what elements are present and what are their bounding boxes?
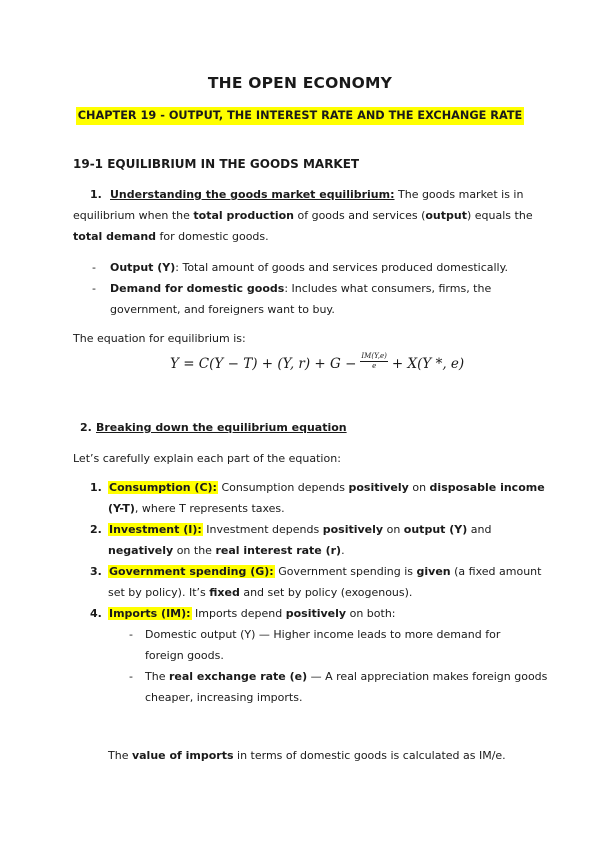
item1-text: The goods market is in [394, 188, 524, 201]
component-bold: output (Y) [403, 523, 468, 536]
component-number: 1. [90, 481, 102, 494]
component-text: Imports depend [191, 607, 286, 620]
item1-text: of goods and services ( [294, 209, 426, 222]
sub-bullet-text: — A real appreciation makes foreign goods [307, 670, 548, 683]
sub-bullet-dash: - [129, 628, 133, 641]
component-text: Government spending is [274, 565, 417, 578]
sub-bullet-output-cont: foreign goods. [145, 649, 224, 662]
explain-intro: Let’s carefully explain each part of the equation: [73, 452, 341, 465]
item2-heading [96, 417, 347, 438]
sub-bullet-dash: - [129, 670, 133, 683]
component-text: , where T represents taxes. [134, 502, 285, 515]
document-title: THE OPEN ECONOMY [207, 74, 393, 92]
sub-bullet-exchange [145, 666, 547, 687]
component-text: on [383, 523, 404, 536]
item1-line2 [73, 205, 533, 226]
component-bold: positively [348, 481, 409, 494]
closing-bold: value of imports [131, 749, 234, 762]
component-government-cont [108, 582, 412, 603]
component-bold: fixed [209, 586, 240, 599]
item1-line3 [73, 226, 269, 247]
section-heading: 19-1 EQUILIBRIUM IN THE GOODS MARKET [73, 157, 360, 171]
component-bold: negatively [108, 544, 174, 557]
component-government [108, 561, 541, 582]
closing-line [108, 745, 506, 766]
component-text: . [341, 544, 345, 557]
equilibrium-equation [170, 354, 464, 374]
item2-number: 2. [80, 421, 92, 434]
bullet-dash: - [92, 261, 96, 274]
item1-bold: output [425, 209, 467, 222]
item1-text: ) equals the [467, 209, 533, 222]
bullet-output [110, 257, 508, 278]
fraction-denominator: e [372, 362, 377, 370]
bullet-bold: Demand for domestic goods [110, 282, 285, 295]
component-text: Consumption depends [217, 481, 349, 494]
component-label: Government spending (G): [109, 565, 274, 578]
component-number: 3. [90, 565, 102, 578]
fraction-numerator: IM(Y,e) [361, 352, 387, 360]
component-investment-cont [108, 540, 345, 561]
component-label: Consumption (C): [109, 481, 217, 494]
component-label: Imports (IM): [109, 607, 191, 620]
component-text: on the [173, 544, 216, 557]
component-bold: real interest rate (r) [215, 544, 342, 557]
component-text: on [408, 481, 430, 494]
component-text: (a fixed amount [450, 565, 542, 578]
component-bold: positively [285, 607, 347, 620]
component-text: and set by policy (exogenous). [239, 586, 413, 599]
equation-lhs: Y = C(Y − T) + (Y, r) + G − [170, 356, 357, 372]
equation-fraction [360, 352, 387, 371]
component-bold: disposable income [429, 481, 545, 494]
sub-bullet-bold: real exchange rate (e) [168, 670, 308, 683]
component-number: 4. [90, 607, 102, 620]
closing-text: in terms of domestic goods is calculated as IM/e. [233, 749, 506, 762]
chapter-heading: CHAPTER 19 - OUTPUT, THE INTEREST RATE AND THE EXCHANGE RATE [76, 107, 525, 125]
sub-bullet-exchange-cont: cheaper, increasing imports. [145, 691, 303, 704]
component-text: Investment depends [202, 523, 323, 536]
item1-heading: Understanding the goods market equilibrium: [110, 188, 395, 201]
chapter-heading-wrap [0, 104, 600, 125]
component-label: Investment (I): [109, 523, 202, 536]
equation-intro: The equation for equilibrium is: [73, 332, 246, 345]
component-bold: positively [322, 523, 384, 536]
equation-rhs: + X(Y *, e) [391, 356, 465, 372]
item1-text: equilibrium when the [73, 209, 194, 222]
component-text: and [467, 523, 492, 536]
bullet-text: : Total amount of goods and services produced domestically. [175, 261, 509, 274]
bullet-bold: Output (Y) [110, 261, 176, 274]
sub-bullet-text: The [145, 670, 169, 683]
sub-bullet-output: Domestic output (Y) — Higher income leads to more demand for [145, 628, 501, 641]
item1-bold: total production [193, 209, 294, 222]
bullet-demand [110, 278, 491, 299]
component-text: on both: [346, 607, 396, 620]
component-imports [108, 603, 396, 624]
component-bold: (Y-T) [108, 502, 135, 515]
component-number: 2. [90, 523, 102, 536]
bullet-text: : Includes what consumers, firms, the [284, 282, 492, 295]
item1-line1 [110, 184, 523, 205]
component-consumption [108, 477, 545, 498]
item1-bold: total demand [73, 230, 157, 243]
component-consumption-cont [108, 498, 285, 519]
component-investment [108, 519, 491, 540]
item2-heading-text: Breaking down the equilibrium equation [96, 421, 347, 434]
component-text: set by policy). It’s [108, 586, 210, 599]
component-bold: given [416, 565, 451, 578]
closing-text: The [108, 749, 132, 762]
item1-number: 1. [90, 188, 102, 201]
bullet-dash: - [92, 282, 96, 295]
item1-text: for domestic goods. [156, 230, 269, 243]
bullet-demand-cont: government, and foreigners want to buy. [110, 303, 335, 316]
